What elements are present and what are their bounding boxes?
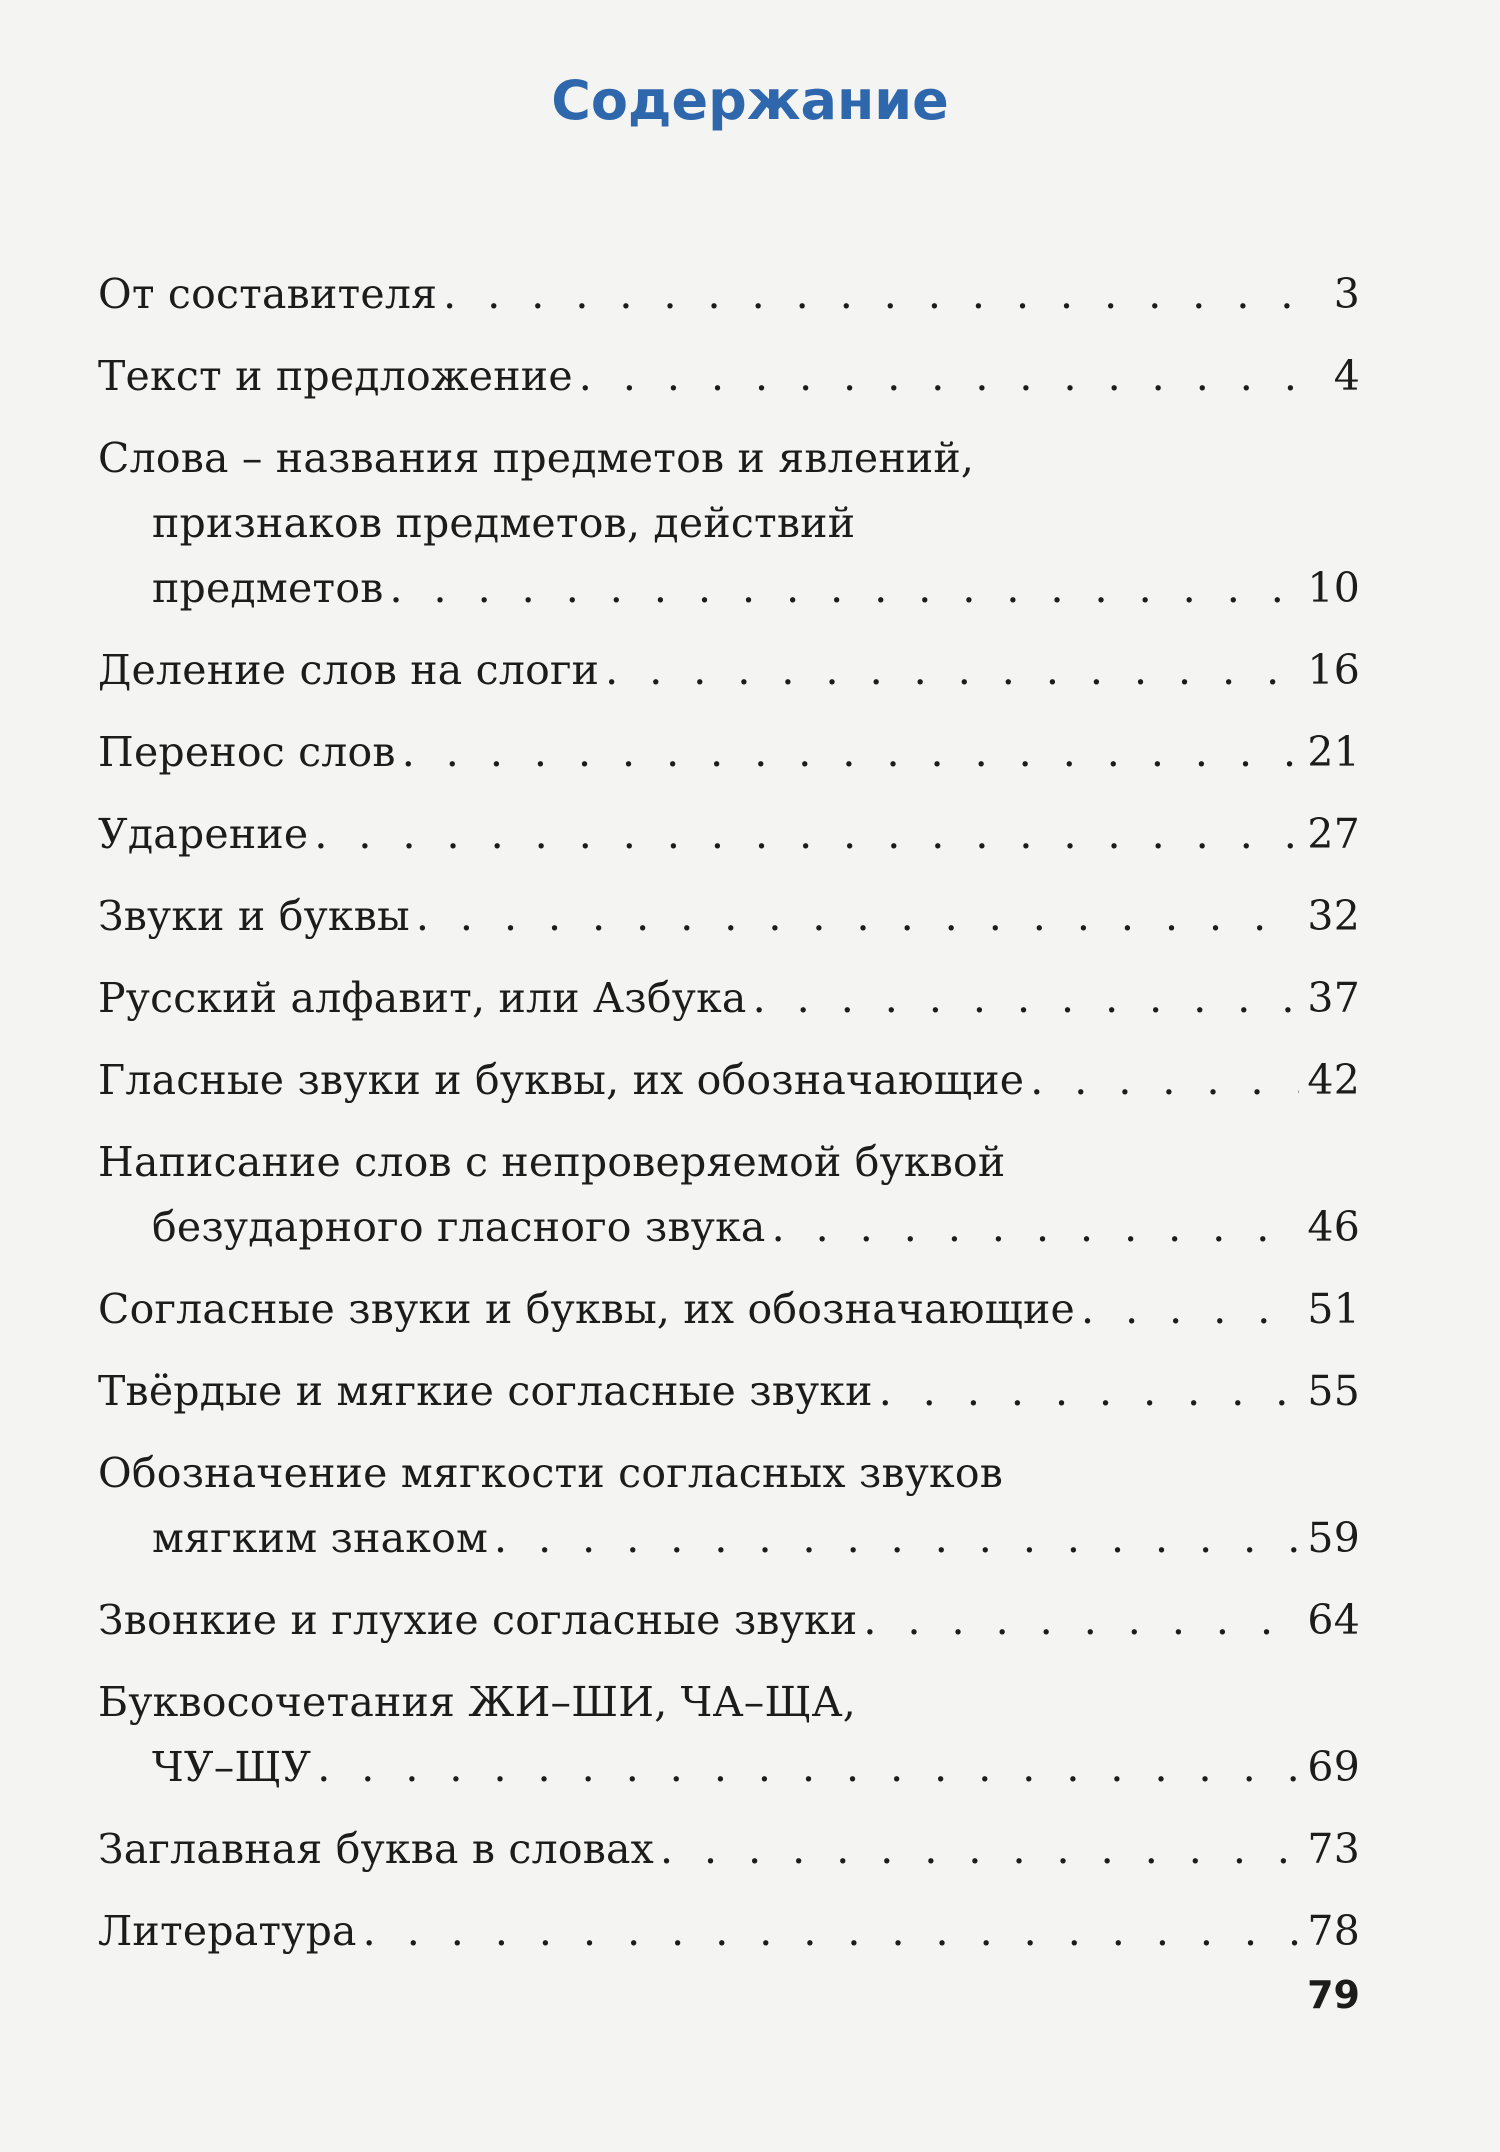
toc-entry bbox=[98, 1670, 1360, 1800]
dot-leader bbox=[317, 1735, 1299, 1800]
toc-entry bbox=[98, 1588, 1360, 1653]
dot-leader bbox=[863, 1588, 1299, 1653]
toc-page-number: 32 bbox=[1307, 892, 1360, 940]
dot-leader bbox=[579, 344, 1326, 409]
toc-entry-title: Звуки и буквы bbox=[98, 892, 410, 940]
toc-entry-title: предметов bbox=[152, 564, 384, 612]
toc-entry-title: Русский алфавит, или Азбука bbox=[98, 974, 747, 1022]
toc-entry-title: Перенос слов bbox=[98, 728, 396, 776]
toc-entry-line-final bbox=[98, 344, 1360, 409]
toc-entry-title: признаков предметов, действий bbox=[152, 499, 856, 547]
toc-entry-title: Звонкие и глухие согласные звуки bbox=[98, 1596, 858, 1644]
toc-page-number: 46 bbox=[1307, 1203, 1360, 1251]
toc-entry-line-final bbox=[98, 262, 1360, 327]
toc-page-number: 78 bbox=[1307, 1907, 1360, 1955]
dot-leader bbox=[314, 802, 1299, 867]
toc-page-number: 21 bbox=[1307, 728, 1360, 776]
toc-entry-line-final bbox=[98, 1899, 1360, 1964]
toc-entry bbox=[98, 720, 1360, 785]
toc-page-number: 4 bbox=[1333, 352, 1360, 400]
toc-entry-line bbox=[98, 1130, 1360, 1195]
toc-entry bbox=[98, 426, 1360, 621]
toc-entry-line-final bbox=[98, 720, 1360, 785]
toc-entry-title: Слова – названия предметов и явлений, bbox=[98, 434, 975, 482]
toc-entry-line-final bbox=[98, 1588, 1360, 1653]
dot-leader bbox=[443, 262, 1326, 327]
toc-entry bbox=[98, 262, 1360, 327]
toc-page-number: 16 bbox=[1307, 646, 1360, 694]
toc-entry-title: Написание слов с непроверяемой буквой bbox=[98, 1138, 1006, 1186]
toc-entry-line-final bbox=[98, 638, 1360, 703]
toc-entry-title: Согласные звуки и буквы, их обозначающие bbox=[98, 1285, 1075, 1333]
toc-entry-line-final bbox=[98, 1359, 1360, 1424]
toc-page-number: 64 bbox=[1307, 1596, 1360, 1644]
toc-page-number: 55 bbox=[1307, 1367, 1360, 1415]
toc-entry-line-final bbox=[98, 1277, 1360, 1342]
toc-entry bbox=[98, 1899, 1360, 1964]
toc-entry-line-final bbox=[98, 1195, 1360, 1260]
toc-entry-line bbox=[98, 426, 1360, 491]
toc-entry bbox=[98, 802, 1360, 867]
toc-entry bbox=[98, 884, 1360, 949]
toc-entry-line-final bbox=[98, 802, 1360, 867]
toc-entry-line-final bbox=[98, 1817, 1360, 1882]
toc-entry-line-final bbox=[98, 556, 1360, 621]
toc-entry-line-final bbox=[98, 884, 1360, 949]
toc-entry-title: ЧУ–ЩУ bbox=[152, 1743, 312, 1791]
dot-leader bbox=[772, 1195, 1300, 1260]
toc-entry bbox=[98, 1817, 1360, 1882]
toc-entry-title: безударного гласного звука bbox=[152, 1203, 766, 1251]
dot-leader bbox=[1030, 1048, 1299, 1113]
toc-entry bbox=[98, 1130, 1360, 1260]
toc-page-number: 73 bbox=[1307, 1825, 1360, 1873]
dot-leader bbox=[389, 556, 1299, 621]
dot-leader bbox=[660, 1817, 1299, 1882]
dot-leader bbox=[402, 720, 1300, 785]
dot-leader bbox=[363, 1899, 1300, 1964]
toc-entry bbox=[98, 638, 1360, 703]
toc-entry-title: От составителя bbox=[98, 270, 438, 318]
toc-entry-line bbox=[98, 1441, 1360, 1506]
toc-entry bbox=[98, 966, 1360, 1031]
toc-entry bbox=[98, 344, 1360, 409]
page-title: Содержание bbox=[551, 69, 949, 132]
toc-page-number: 3 bbox=[1333, 270, 1360, 318]
dot-leader bbox=[753, 966, 1300, 1031]
toc-entry-line bbox=[98, 1670, 1360, 1735]
dot-leader bbox=[605, 638, 1299, 703]
toc-entry-line-final bbox=[98, 1735, 1360, 1800]
toc-entry-title: Гласные звуки и буквы, их обозначающие bbox=[98, 1056, 1025, 1104]
toc-page-number: 51 bbox=[1307, 1285, 1360, 1333]
toc-entry bbox=[98, 1277, 1360, 1342]
table-of-contents bbox=[98, 262, 1360, 1964]
toc-page-number: 59 bbox=[1307, 1514, 1360, 1562]
toc-entry-title: Твёрдые и мягкие согласные звуки bbox=[98, 1367, 873, 1415]
dot-leader bbox=[494, 1506, 1299, 1571]
toc-entry bbox=[98, 1359, 1360, 1424]
toc-entry bbox=[98, 1441, 1360, 1571]
dot-leader bbox=[1081, 1277, 1299, 1342]
toc-entry-title: Деление слов на слоги bbox=[98, 646, 600, 694]
toc-entry-title: Текст и предложение bbox=[98, 352, 573, 400]
toc-page-number: 69 bbox=[1307, 1743, 1360, 1791]
toc-entry-line-final bbox=[98, 966, 1360, 1031]
page-number: 79 bbox=[1307, 1973, 1360, 2017]
toc-entry-title: мягким знаком bbox=[152, 1514, 489, 1562]
dot-leader bbox=[416, 884, 1300, 949]
toc-entry-line-final bbox=[98, 1048, 1360, 1113]
toc-page-number: 37 bbox=[1307, 974, 1360, 1022]
toc-entry-title: Заглавная буква в словах bbox=[98, 1825, 654, 1873]
toc-entry-title: Ударение bbox=[98, 810, 309, 858]
toc-page-number: 42 bbox=[1307, 1056, 1360, 1104]
toc-page-number: 27 bbox=[1307, 810, 1360, 858]
toc-entry-title: Буквосочетания ЖИ–ШИ, ЧА–ЩА, bbox=[98, 1678, 856, 1726]
toc-page-number: 10 bbox=[1307, 564, 1360, 612]
dot-leader bbox=[879, 1359, 1300, 1424]
toc-entry-line-final bbox=[98, 1506, 1360, 1571]
toc-entry-title: Обозначение мягкости согласных звуков bbox=[98, 1449, 1004, 1497]
toc-entry-title: Литература bbox=[98, 1907, 357, 1955]
toc-entry-line bbox=[98, 491, 1360, 556]
toc-entry bbox=[98, 1048, 1360, 1113]
